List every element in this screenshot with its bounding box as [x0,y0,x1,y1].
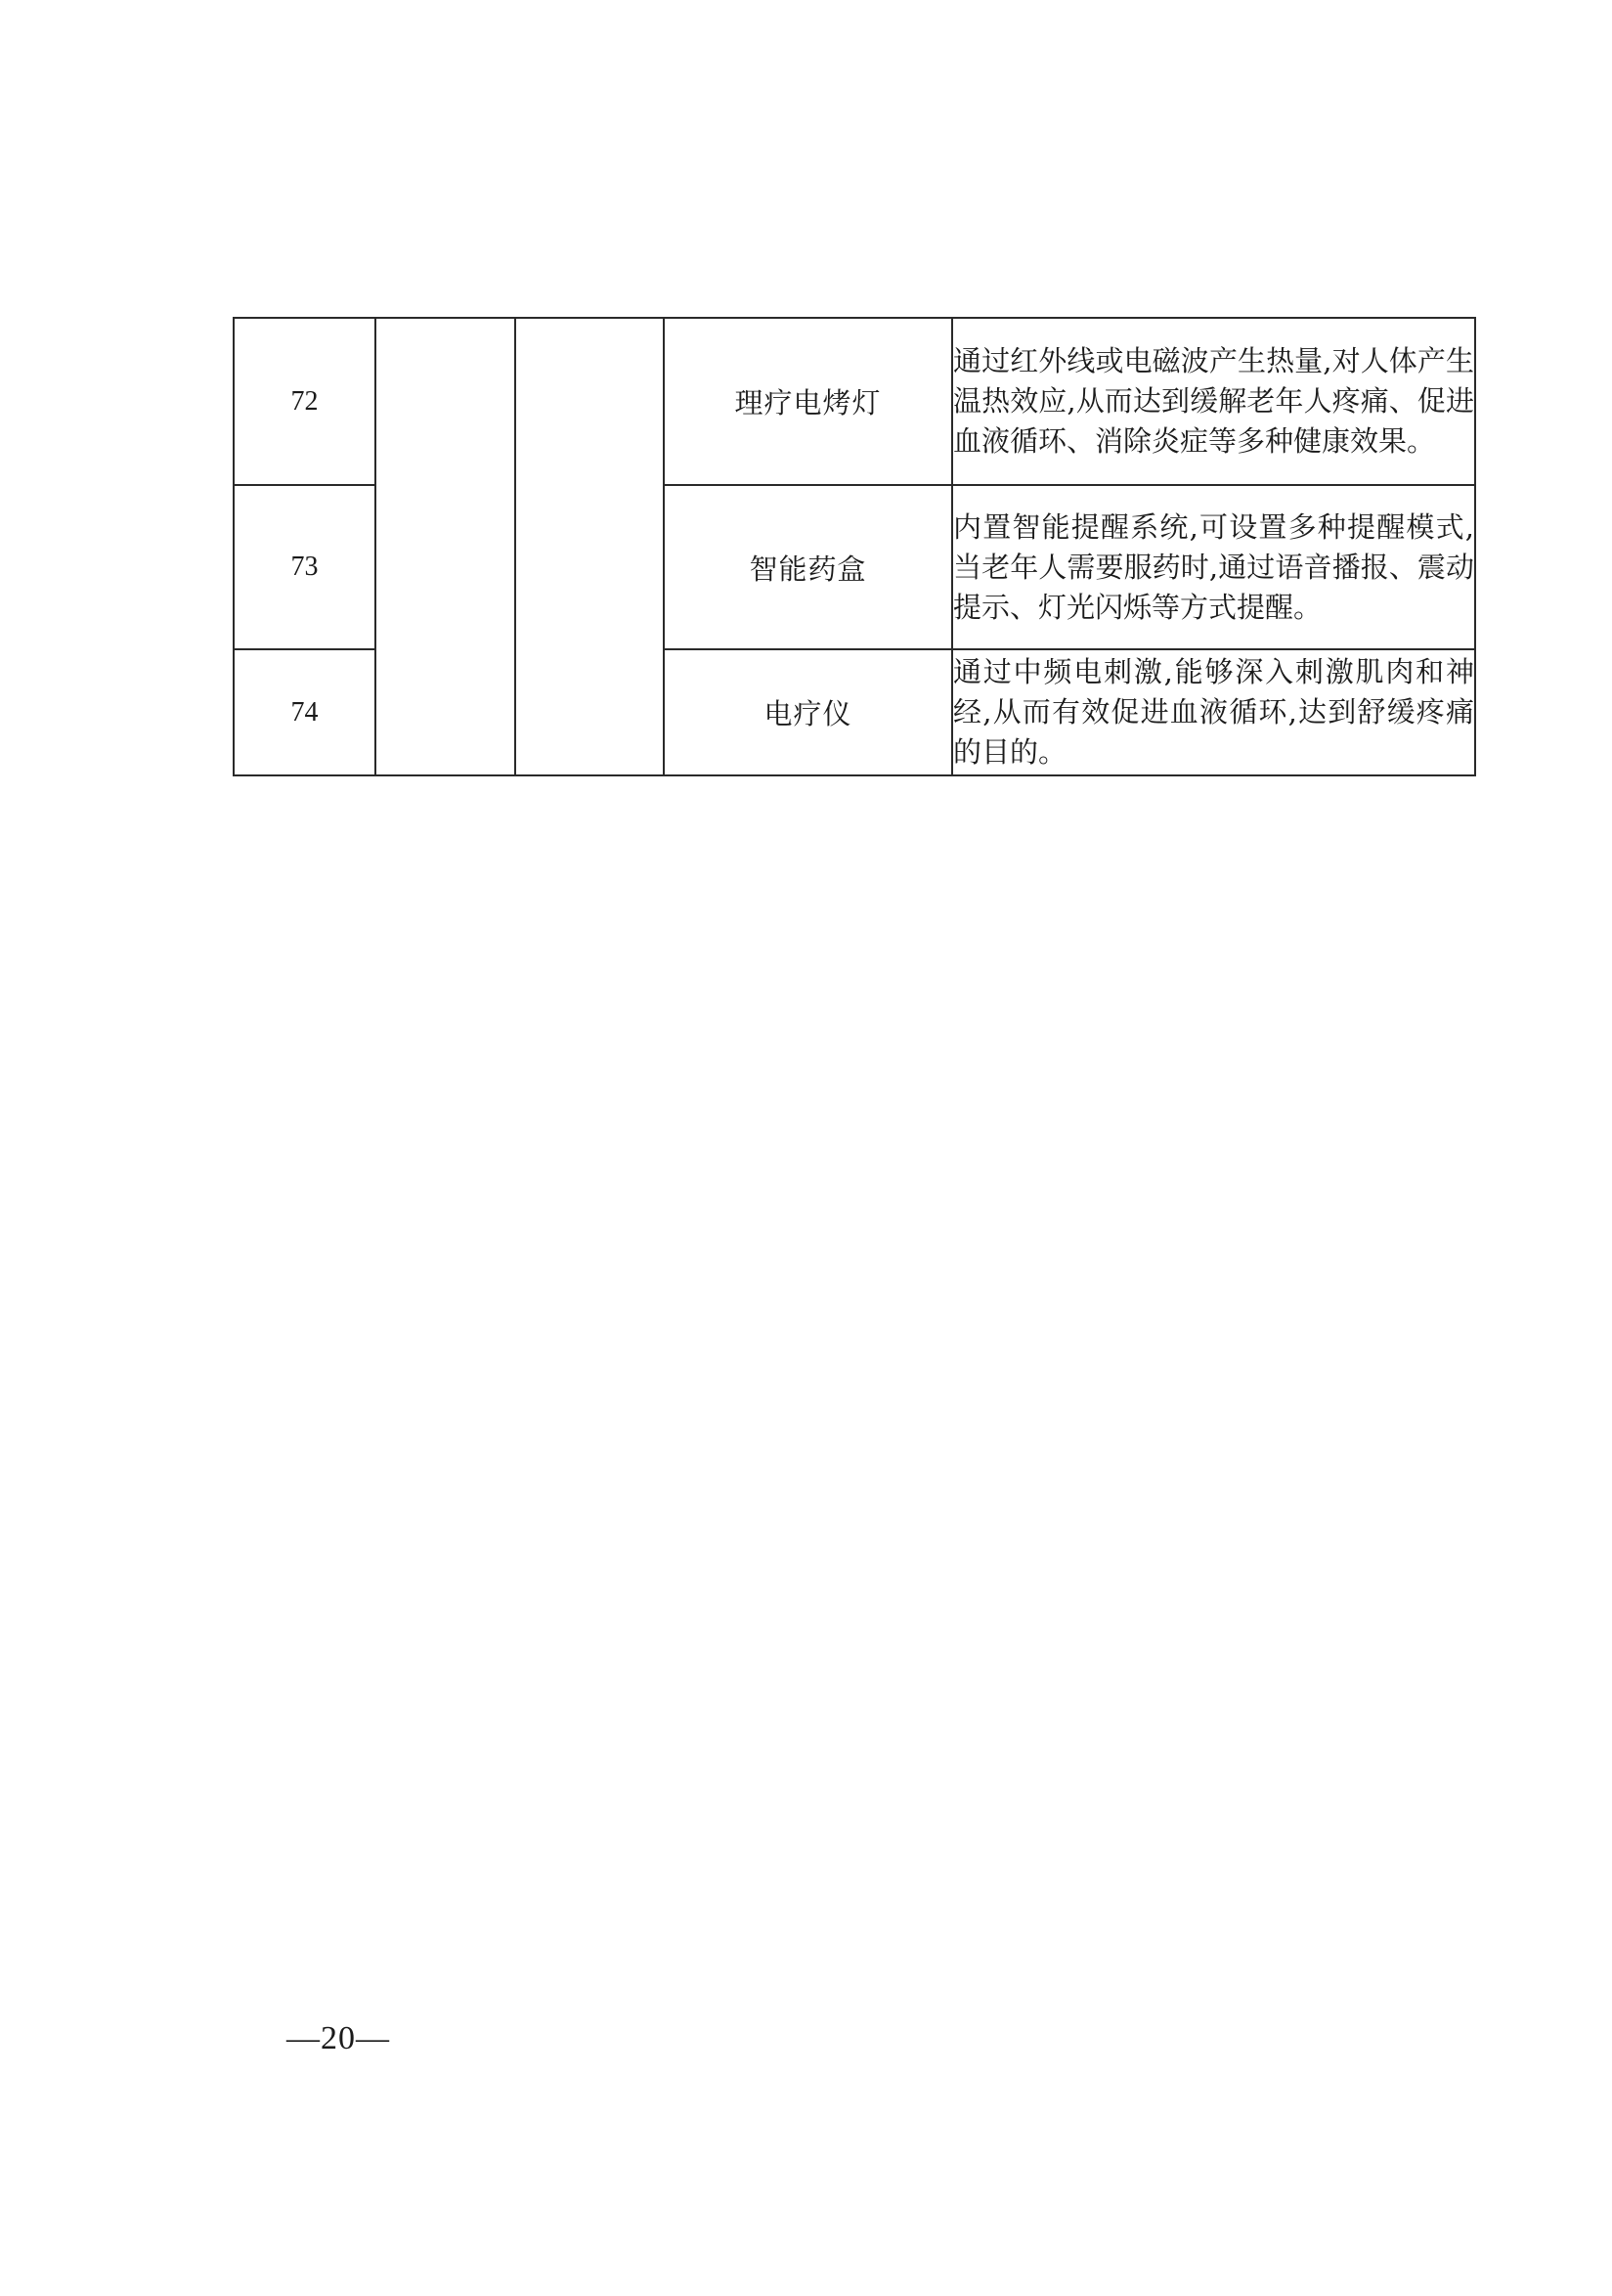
row-number: 73 [234,485,375,649]
row-number: 72 [234,318,375,485]
product-name: 电疗仪 [664,649,952,775]
row-number: 74 [234,649,375,775]
merged-subcategory-cell [515,318,664,775]
merged-category-cell [375,318,515,775]
product-description: 通过中频电刺激,能够深入刺激肌肉和神经,从而有效促进血液循环,达到舒缓疼痛的目的。 [952,649,1475,775]
product-name: 智能药盒 [664,485,952,649]
page-number: —20— [286,2020,390,2056]
table-row [234,318,1475,485]
product-description: 内置智能提醒系统,可设置多种提醒模式,当老年人需要服药时,通过语音播报、震动提示、灯光闪烁等方式提醒。 [952,485,1475,649]
product-description: 通过红外线或电磁波产生热量,对人体产生温热效应,从而达到缓解老年人疼痛、促进血液循环、消除炎症等多种健康效果。 [952,318,1475,485]
product-table [233,317,1476,776]
product-name: 理疗电烤灯 [664,318,952,485]
